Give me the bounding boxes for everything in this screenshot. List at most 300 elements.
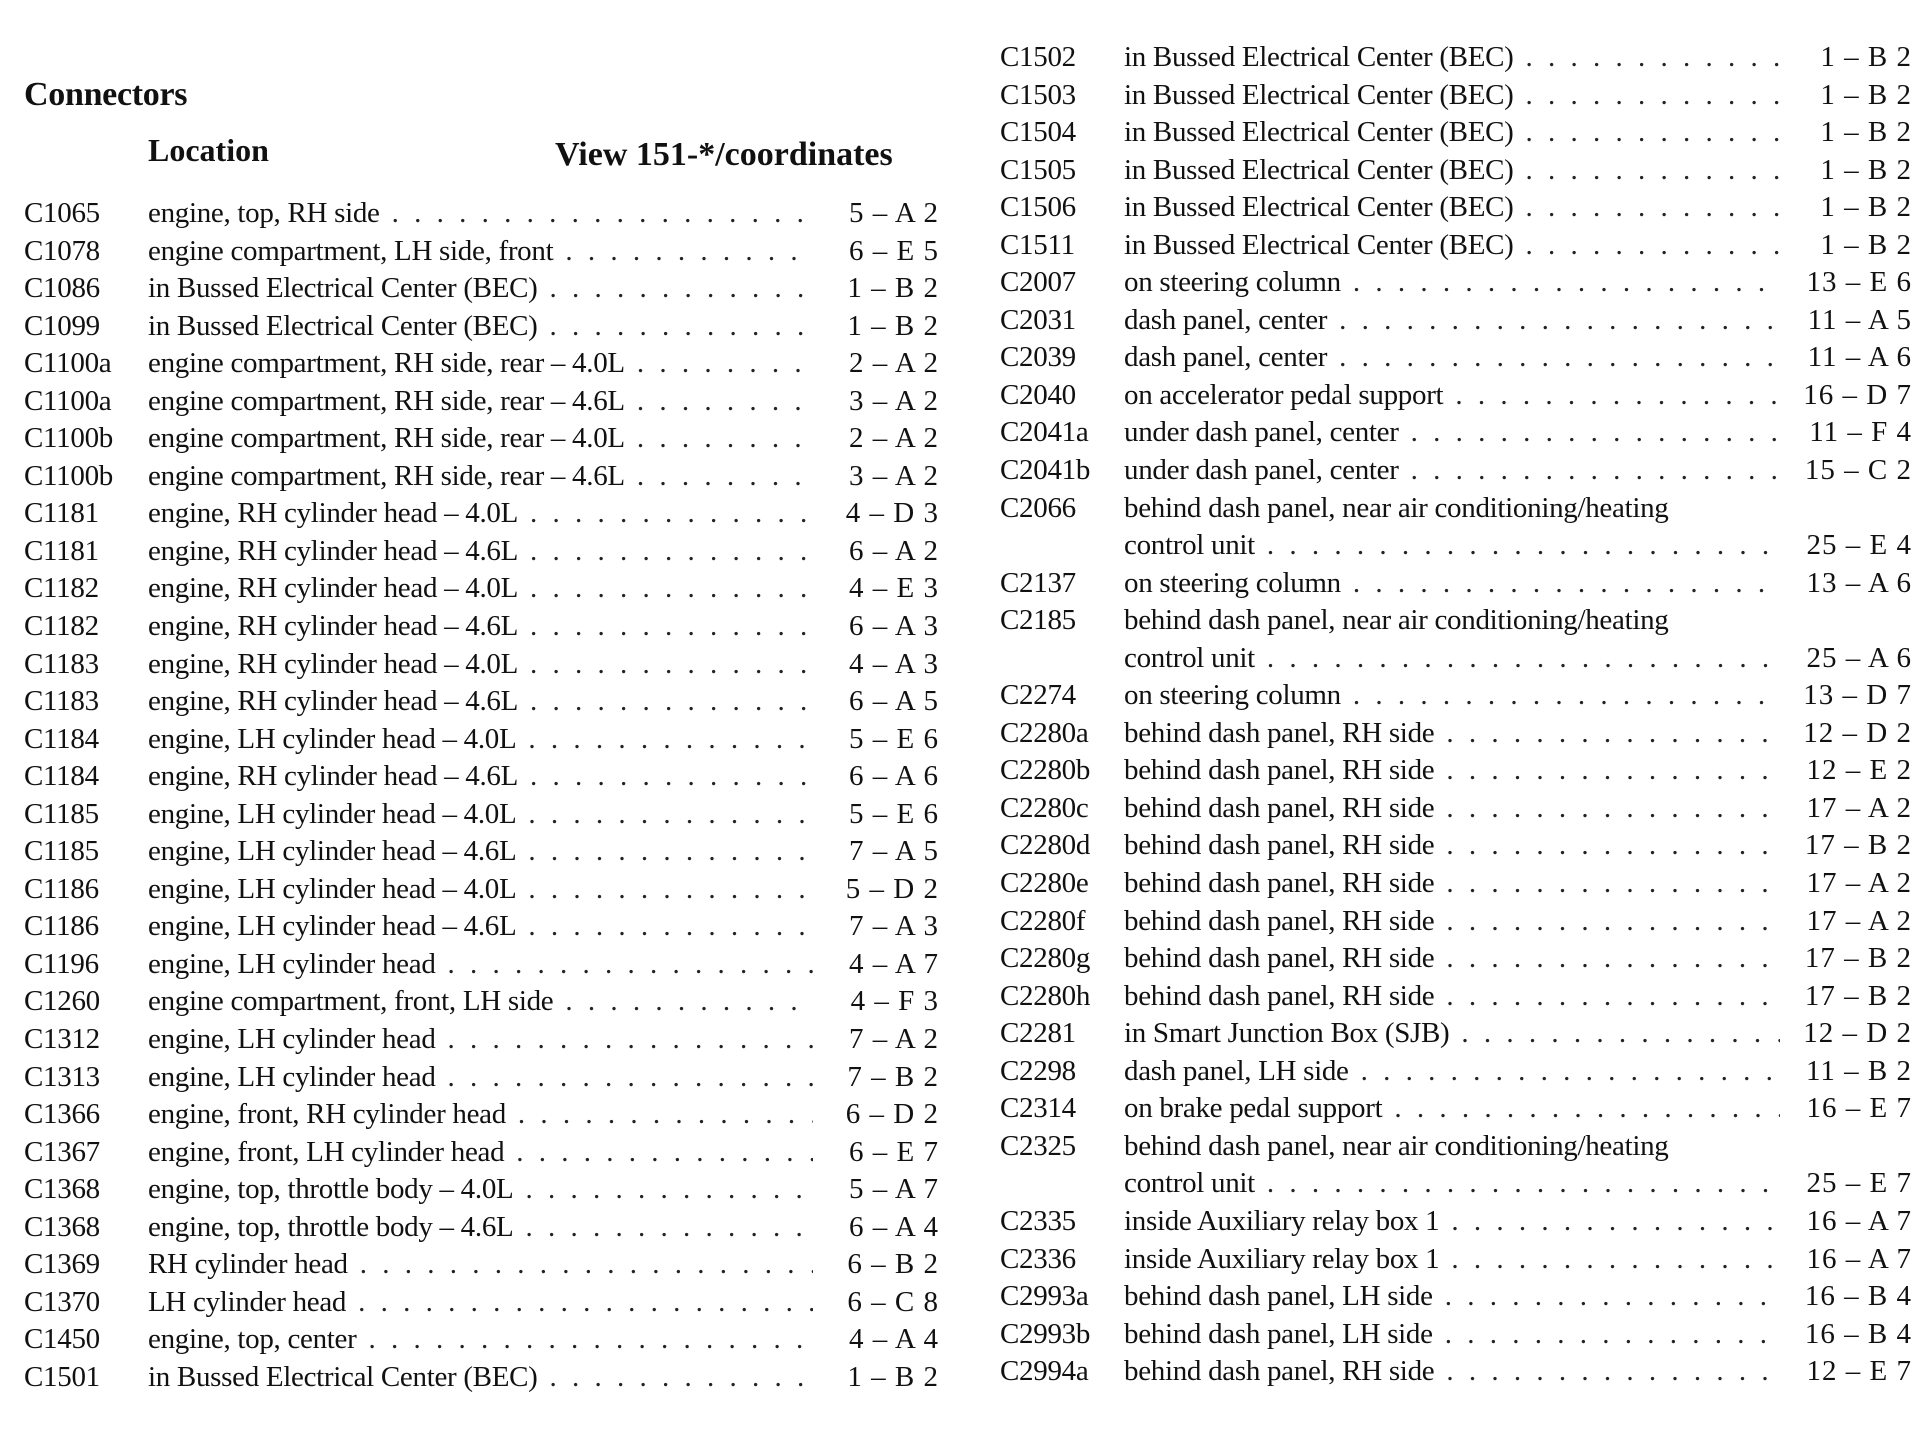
connector-location [148, 908, 939, 946]
view-coordinate: 6 – E 7 [849, 1135, 939, 1168]
view-coordinate: 6 – D 2 [845, 1098, 939, 1131]
connector-location [148, 1059, 939, 1097]
dot-leader [1446, 752, 1780, 790]
view-coordinate: 6 – A 3 [849, 610, 939, 643]
connector-code: C2066 [1000, 491, 1076, 524]
dot-leader [550, 1359, 813, 1397]
location-text: behind dash panel, LH side [1124, 1317, 1433, 1350]
connector-code: C2335 [1000, 1204, 1076, 1237]
location-text: engine, LH cylinder head [148, 1060, 436, 1093]
view-coordinate: 6 – A 6 [849, 760, 939, 793]
location-text: engine, front, LH cylinder head [148, 1135, 505, 1168]
view-coordinate: 6 – A 4 [849, 1210, 939, 1243]
view-coordinate: 1 – B 2 [1820, 78, 1912, 111]
connector-code: C1367 [24, 1135, 100, 1168]
location-line [148, 758, 939, 796]
location-text: engine compartment, RH side, rear – 4.0L [148, 422, 625, 455]
connector-row [1000, 565, 1912, 603]
dot-leader [1445, 1278, 1780, 1316]
location-text: in Bussed Electrical Center (BEC) [148, 309, 538, 342]
view-coordinate: 5 – D 2 [845, 872, 939, 905]
location-line [1124, 189, 1912, 227]
connector-location [1124, 490, 1912, 565]
location-line [148, 420, 939, 458]
connector-code: C2298 [1000, 1054, 1076, 1087]
dot-leader [1526, 189, 1780, 227]
connector-location [148, 1246, 939, 1284]
connector-row [24, 1171, 939, 1209]
connector-code: C1196 [24, 947, 99, 980]
connector-location [1124, 39, 1912, 77]
connector-code: C1183 [24, 647, 99, 680]
view-coordinate: 6 – A 5 [849, 685, 939, 718]
dot-leader [530, 758, 813, 796]
connector-location [1124, 940, 1912, 978]
location-line [1124, 602, 1912, 640]
connector-row [1000, 339, 1912, 377]
location-text: inside Auxiliary relay box 1 [1124, 1204, 1440, 1237]
location-line [1124, 715, 1912, 753]
location-line [148, 796, 939, 834]
location-line [1124, 39, 1912, 77]
view-coordinate: 12 – D 2 [1803, 716, 1912, 749]
connector-code: C1086 [24, 272, 100, 305]
connector-location [1124, 1015, 1912, 1053]
view-coordinate: 6 – A 2 [849, 534, 939, 567]
location-text: dash panel, center [1124, 303, 1328, 336]
view-coordinate: 5 – A 7 [849, 1173, 939, 1206]
connector-location [1124, 1203, 1912, 1241]
connector-code: C2040 [1000, 378, 1076, 411]
connector-row [24, 983, 939, 1021]
connector-code: C1369 [24, 1248, 100, 1281]
view-coordinate: 5 – E 6 [849, 722, 939, 755]
connector-code: C2185 [1000, 604, 1076, 637]
connector-row [1000, 715, 1912, 753]
connector-location [148, 308, 939, 346]
connector-row [1000, 302, 1912, 340]
connector-row [1000, 752, 1912, 790]
location-line [148, 683, 939, 721]
connector-location [148, 833, 939, 871]
dot-leader [1267, 640, 1780, 678]
location-text: behind dash panel, RH side [1124, 829, 1435, 862]
connector-row [24, 308, 939, 346]
connector-location [1124, 1128, 1912, 1203]
location-text: engine, top, RH side [148, 197, 380, 229]
location-line [148, 946, 939, 984]
dot-leader [525, 1209, 813, 1247]
connector-location [148, 233, 939, 271]
connector-code: C1501 [24, 1360, 100, 1393]
connector-code: C2039 [1000, 341, 1076, 374]
view-coordinate: 16 – E 7 [1806, 1092, 1912, 1125]
connector-location [1124, 302, 1912, 340]
connector-row [1000, 377, 1912, 415]
location-line [1124, 490, 1912, 528]
dot-leader [1446, 903, 1780, 941]
connector-code: C1450 [24, 1323, 100, 1356]
connector-code: C1312 [24, 1023, 100, 1056]
view-coordinate: 16 – B 4 [1804, 1317, 1912, 1350]
view-coordinate: 17 – B 2 [1804, 979, 1912, 1012]
location-line [1124, 677, 1912, 715]
connector-code: C2325 [1000, 1129, 1076, 1162]
location-line [1124, 227, 1912, 265]
connector-location [1124, 452, 1912, 490]
connector-row [24, 233, 939, 271]
connector-location [148, 983, 939, 1021]
view-coordinate: 6 – B 2 [847, 1248, 939, 1281]
dot-leader [1353, 677, 1780, 715]
connector-location [1124, 903, 1912, 941]
dot-leader [637, 458, 813, 496]
view-coordinate: 13 – D 7 [1803, 679, 1912, 712]
view-coordinate: 6 – C 8 [847, 1285, 939, 1318]
dot-leader [637, 383, 813, 421]
dot-leader [528, 721, 813, 759]
connector-location [148, 1134, 939, 1172]
location-text: engine, front, RH cylinder head [148, 1098, 506, 1131]
connector-code: C1260 [24, 985, 100, 1018]
connector-location [148, 646, 939, 684]
location-line [1124, 1203, 1912, 1241]
connector-code: C2280g [1000, 942, 1091, 975]
connector-row [1000, 602, 1912, 677]
location-line [148, 833, 939, 871]
connector-code: C1184 [24, 722, 99, 755]
dot-leader [518, 1096, 813, 1134]
dot-leader [1526, 114, 1780, 152]
connector-row [24, 345, 939, 383]
dot-leader [528, 796, 813, 834]
connector-location [148, 1284, 939, 1322]
view-coordinate: 16 – A 7 [1806, 1242, 1912, 1275]
dot-leader [1411, 452, 1780, 490]
connector-code: C1368 [24, 1210, 100, 1243]
view-coordinate: 13 – A 6 [1806, 566, 1912, 599]
connector-location [1124, 565, 1912, 603]
location-line [148, 1359, 939, 1397]
connector-row [1000, 978, 1912, 1016]
location-text: behind dash panel, near air conditioning/heating [1124, 491, 1669, 524]
connector-code: C1100b [24, 422, 113, 455]
location-line [148, 308, 939, 346]
location-line [148, 1321, 939, 1359]
location-text: in Bussed Electrical Center (BEC) [148, 272, 538, 305]
connector-code: C2280f [1000, 904, 1086, 937]
view-coordinate: 4 – D 3 [845, 497, 939, 530]
connector-code: C2314 [1000, 1092, 1076, 1125]
connector-location [1124, 1053, 1912, 1091]
connector-code: C1511 [1000, 228, 1075, 261]
view-coordinate: 2 – A 2 [849, 422, 939, 455]
connector-code: C1503 [1000, 78, 1076, 111]
location-text: engine, RH cylinder head – 4.0L [148, 497, 519, 530]
connector-row [1000, 1241, 1912, 1279]
location-text: engine, RH cylinder head – 4.6L [148, 610, 519, 643]
connector-code: C1505 [1000, 153, 1076, 186]
location-text: behind dash panel, RH side [1124, 716, 1435, 749]
location-text: in Bussed Electrical Center (BEC) [1124, 228, 1514, 261]
view-coordinate: 1 – B 2 [847, 309, 939, 342]
view-coordinate: 7 – A 2 [849, 1023, 939, 1056]
location-line [148, 1246, 939, 1284]
connector-location [1124, 1353, 1912, 1391]
view-coordinate: 17 – A 2 [1806, 904, 1912, 937]
connector-code: C1185 [24, 797, 99, 830]
connector-row [24, 796, 939, 834]
location-line [1124, 452, 1912, 490]
connector-row [1000, 827, 1912, 865]
connector-row [1000, 114, 1912, 152]
location-line [148, 1284, 939, 1322]
dot-leader [1411, 414, 1780, 452]
dot-leader [1446, 978, 1780, 1016]
connector-code: C1184 [24, 760, 99, 793]
view-coordinate: 3 – A 2 [849, 384, 939, 417]
connector-location [148, 758, 939, 796]
connector-location [148, 1321, 939, 1359]
view-coordinate: 25 – E 7 [1806, 1167, 1912, 1200]
connector-row [1000, 39, 1912, 77]
view-coordinate: 16 – D 7 [1803, 378, 1912, 411]
dot-leader [550, 270, 813, 308]
connector-location [148, 946, 939, 984]
view-coordinate: 5 – E 6 [849, 797, 939, 830]
view-coordinate: 4 – F 3 [850, 985, 939, 1018]
connector-row [1000, 1053, 1912, 1091]
connector-code: C1313 [24, 1060, 100, 1093]
dot-leader [1446, 827, 1780, 865]
view-coordinate: 11 – B 2 [1805, 1054, 1912, 1087]
dot-leader [550, 308, 813, 346]
connector-location [1124, 827, 1912, 865]
location-line [1124, 1278, 1912, 1316]
location-text: engine, LH cylinder head – 4.0L [148, 872, 517, 905]
connector-row [1000, 1203, 1912, 1241]
view-coordinate: 17 – A 2 [1806, 791, 1912, 824]
view-coordinate: 12 – E 7 [1806, 1355, 1912, 1388]
location-text: engine, LH cylinder head [148, 1023, 436, 1056]
location-text: engine, LH cylinder head – 4.0L [148, 797, 517, 830]
connector-location [1124, 77, 1912, 115]
dot-leader [528, 833, 813, 871]
view-coordinate: 12 – D 2 [1803, 1017, 1912, 1050]
connector-location [1124, 1278, 1912, 1316]
connector-row [1000, 1316, 1912, 1354]
dot-leader [1455, 377, 1780, 415]
connector-row [24, 1134, 939, 1172]
view-coordinate: 5 – A 2 [849, 197, 939, 229]
dot-leader [1526, 77, 1780, 115]
connector-location [148, 345, 939, 383]
connector-row [1000, 1353, 1912, 1391]
location-line [1124, 339, 1912, 377]
connector-location [1124, 339, 1912, 377]
connector-location [148, 533, 939, 571]
connector-row [24, 570, 939, 608]
connector-code: C2041b [1000, 454, 1091, 487]
view-coordinate: 11 – A 5 [1807, 303, 1912, 336]
connector-location [1124, 189, 1912, 227]
connector-code: C2280h [1000, 979, 1091, 1012]
dot-leader [530, 570, 813, 608]
location-text: under dash panel, center [1124, 454, 1399, 487]
connector-row [24, 833, 939, 871]
dot-leader [516, 1134, 813, 1172]
connector-code: C2281 [1000, 1017, 1076, 1050]
connector-row [24, 1021, 939, 1059]
connector-location [148, 270, 939, 308]
connector-code: C1186 [24, 872, 99, 905]
location-text: on brake pedal support [1124, 1092, 1383, 1125]
connector-code: C1506 [1000, 191, 1076, 224]
connector-code: C2993a [1000, 1280, 1089, 1313]
connector-location [148, 195, 939, 233]
connector-row [1000, 264, 1912, 302]
location-line [1124, 114, 1912, 152]
connector-code: C2280a [1000, 716, 1089, 749]
location-line [148, 1134, 939, 1172]
dot-leader [530, 533, 813, 571]
location-line [1124, 790, 1912, 828]
connector-row [24, 383, 939, 421]
dot-leader [530, 646, 813, 684]
location-line [148, 608, 939, 646]
location-line [1124, 1090, 1912, 1128]
location-line [148, 570, 939, 608]
dot-leader [1526, 152, 1780, 190]
dot-leader [1445, 1316, 1780, 1354]
connector-row [1000, 189, 1912, 227]
connector-code: C2336 [1000, 1242, 1076, 1275]
connector-location [148, 683, 939, 721]
connector-location [148, 458, 939, 496]
location-line [1124, 77, 1912, 115]
connector-location [1124, 414, 1912, 452]
location-line [1124, 1053, 1912, 1091]
connector-code: C1502 [1000, 41, 1076, 73]
location-text: engine, LH cylinder head – 4.6L [148, 835, 517, 868]
view-coordinate: 4 – A 3 [849, 647, 939, 680]
dot-leader [1446, 940, 1780, 978]
location-line [148, 871, 939, 909]
connector-row [24, 946, 939, 984]
location-line [1124, 1353, 1912, 1391]
connector-code: C1100b [24, 459, 113, 492]
view-coordinate: 15 – C 2 [1804, 454, 1912, 487]
location-text: in Bussed Electrical Center (BEC) [1124, 78, 1514, 111]
connector-row [1000, 414, 1912, 452]
location-line [1124, 1128, 1912, 1166]
connector-code: C2994a [1000, 1355, 1089, 1388]
connector-location [1124, 865, 1912, 903]
connector-location [1124, 677, 1912, 715]
connector-code: C1065 [24, 197, 100, 229]
dot-leader [530, 683, 813, 721]
connector-list-left [24, 195, 939, 1397]
dot-leader [1446, 865, 1780, 903]
view-coordinate: 17 – B 2 [1804, 942, 1912, 975]
view-coordinate: 7 – B 2 [847, 1060, 939, 1093]
connector-row [1000, 1090, 1912, 1128]
connector-location [148, 796, 939, 834]
connector-row [1000, 452, 1912, 490]
connector-location [1124, 978, 1912, 1016]
location-line [1124, 865, 1912, 903]
connector-list-right [1000, 39, 1912, 1391]
location-text: engine compartment, RH side, rear – 4.0L [148, 347, 625, 380]
connector-row [24, 646, 939, 684]
connector-location [148, 721, 939, 759]
connector-code: C2280c [1000, 791, 1089, 824]
connector-code: C2280b [1000, 754, 1091, 787]
dot-leader [1446, 1353, 1780, 1391]
location-text: dash panel, center [1124, 341, 1328, 374]
connector-location [148, 871, 939, 909]
location-line [1124, 377, 1912, 415]
view-coordinate: 1 – B 2 [1820, 41, 1912, 73]
location-text: engine compartment, LH side, front [148, 234, 554, 267]
connector-code: C1181 [24, 497, 99, 530]
connector-row [1000, 1128, 1912, 1203]
connector-location [1124, 715, 1912, 753]
location-line [148, 195, 939, 233]
column-header-location: Location [148, 132, 269, 168]
dot-leader [1353, 565, 1780, 603]
location-text: engine, LH cylinder head – 4.6L [148, 910, 517, 943]
connector-code: C2274 [1000, 679, 1076, 712]
location-line [148, 1209, 939, 1247]
view-coordinate: 25 – A 6 [1806, 641, 1912, 674]
connector-row [1000, 865, 1912, 903]
dot-leader [360, 1246, 813, 1284]
connector-location [1124, 602, 1912, 677]
location-text: engine, RH cylinder head – 4.6L [148, 760, 519, 793]
location-text: under dash panel, center [1124, 416, 1399, 449]
connector-row [24, 1096, 939, 1134]
dot-leader [1451, 1241, 1780, 1279]
location-line [148, 383, 939, 421]
location-text: engine compartment, RH side, rear – 4.6L [148, 384, 625, 417]
connector-row [24, 495, 939, 533]
view-coordinate: 7 – A 3 [849, 910, 939, 943]
connector-code: C2137 [1000, 566, 1076, 599]
connector-row [24, 420, 939, 458]
connector-location [1124, 1241, 1912, 1279]
dot-leader [448, 1021, 813, 1059]
connector-row [24, 721, 939, 759]
connector-code: C2031 [1000, 303, 1076, 336]
dot-leader [1353, 264, 1780, 302]
view-coordinate: 1 – B 2 [1820, 116, 1912, 149]
location-text: inside Auxiliary relay box 1 [1124, 1242, 1440, 1275]
dot-leader [530, 608, 813, 646]
view-coordinate: 11 – F 4 [1809, 416, 1912, 449]
location-text: engine, RH cylinder head – 4.0L [148, 647, 519, 680]
location-text: in Bussed Electrical Center (BEC) [1124, 41, 1514, 73]
dot-leader [358, 1284, 813, 1322]
connector-location [1124, 227, 1912, 265]
location-line [1124, 903, 1912, 941]
connector-row [24, 1246, 939, 1284]
connector-row [24, 1209, 939, 1247]
location-text: behind dash panel, near air conditioning/heating [1124, 1129, 1669, 1162]
location-line [1124, 978, 1912, 1016]
location-text: engine, RH cylinder head – 4.6L [148, 685, 519, 718]
dot-leader [637, 345, 813, 383]
